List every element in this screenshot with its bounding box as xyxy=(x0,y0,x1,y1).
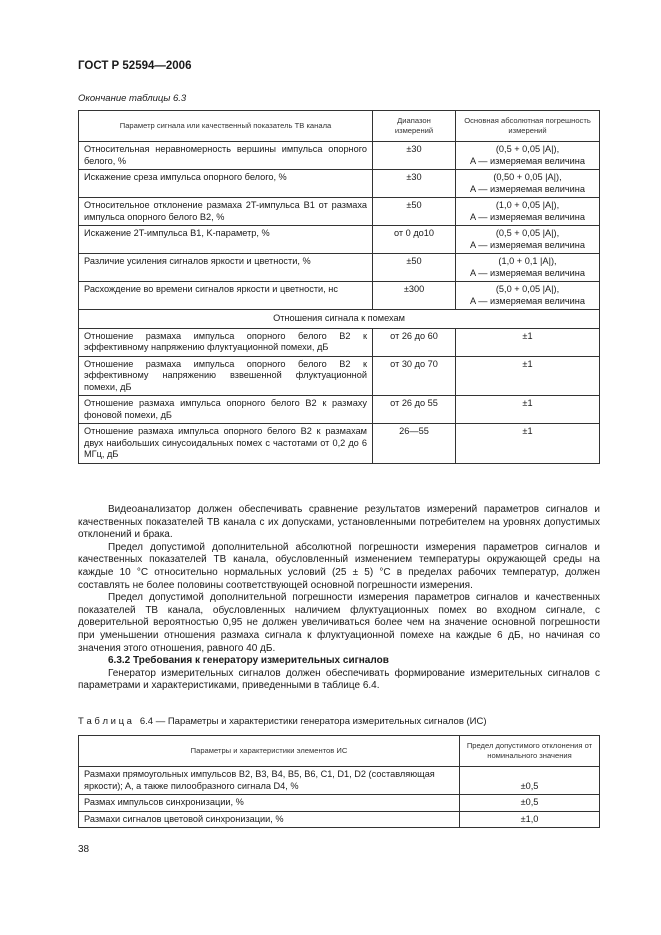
table-row xyxy=(79,282,600,310)
param-cell: Искажение 2T-импульса B1, K-параметр, % xyxy=(79,226,373,254)
param-cell: Размахи сигналов цветовой синхронизации, % xyxy=(79,811,460,828)
range-cell: ±30 xyxy=(373,170,456,198)
paragraph: Предел допустимой дополнительной погрешности измерения параметров сигналов и качественных показателей ТВ канала, обусловленных наличием флуктуационных помех во входном сигнале, с доверительной вероятностью 0,95 не должен увеличиваться более чем на значение основной погрешности при уменьшении отношения размаха сигнала к флуктуационной помехе на каждые 6 дБ, но начиная со значения этого отношения, равного 40 дБ. xyxy=(78,592,600,654)
param-cell: Относительное отклонение размаха 2T-импульса B1 от размаха импульса опорного белого B2, % xyxy=(79,198,373,226)
error-cell: (0,5 + 0,05 |A|), A — измеряемая величина xyxy=(456,142,600,170)
table-row xyxy=(79,328,600,356)
param-cell: Отношение размаха импульса опорного белого B2 к размаху фоновой помехи, дБ xyxy=(79,396,373,424)
table-row xyxy=(79,795,600,812)
param-cell: Отношение размаха импульса опорного белого B2 к эффективному напряжению взвешенной флуктуационной помехи, дБ xyxy=(79,356,373,396)
page-number: 38 xyxy=(78,844,90,855)
paragraph: Видеоанализатор должен обеспечивать сравнение результатов измерений параметров сигналов и качественных показателей ТВ канала с их допусками, установленными потребителем на уровнях допустимых отклонений и брака. xyxy=(78,504,600,541)
error-cell: (1,0 + 0,05 |A|), A — измеряемая величина xyxy=(456,198,600,226)
value-cell: ±0,5 xyxy=(460,795,600,812)
table2-header-value: Предел допустимого отклонения от номинального значения xyxy=(460,736,600,767)
range-cell: от 26 до 55 xyxy=(373,396,456,424)
table-row xyxy=(79,226,600,254)
range-cell: ±50 xyxy=(373,198,456,226)
param-cell: Отношение размаха импульса опорного белого B2 к размахам двух наибольших синусоидальных помех с частотами от 0,2 до 6 МГц, дБ xyxy=(79,424,373,464)
table-row xyxy=(79,198,600,226)
table-row xyxy=(79,396,600,424)
range-cell: 26—55 xyxy=(373,424,456,464)
param-cell: Отношение размаха импульса опорного белого B2 к эффективному напряжению флуктуационной помехи, дБ xyxy=(79,328,373,356)
table-row xyxy=(79,356,600,396)
error-cell: ±1 xyxy=(456,396,600,424)
range-cell: от 0 до10 xyxy=(373,226,456,254)
paragraph: Предел допустимой дополнительной абсолютной погрешности измерения параметров сигналов и качественных показателей ТВ канала, обусловленный изменением температуры окружающей среды на каждые 10 °C относительно нормальных условий (25 ± 5) °C в пределах рабочих температур, должен составлять не более половины соответствующей основной погрешности измерения. xyxy=(78,541,600,591)
table-6-4 xyxy=(78,735,600,828)
error-cell: (0,5 + 0,05 |A|), A — измеряемая величина xyxy=(456,226,600,254)
error-cell: ±1 xyxy=(456,356,600,396)
range-cell: ±50 xyxy=(373,254,456,282)
range-cell: от 30 до 70 xyxy=(373,356,456,396)
table-row xyxy=(79,170,600,198)
table1-header-param: Параметр сигнала или качественный показатель ТВ канала xyxy=(79,111,373,142)
param-cell: Расхождение во времени сигналов яркости и цветности, нс xyxy=(79,282,373,310)
range-cell: ±30 xyxy=(373,142,456,170)
param-cell: Размах импульсов синхронизации, % xyxy=(79,795,460,812)
table1-header-row xyxy=(79,111,600,142)
table-section-row xyxy=(79,310,600,329)
param-cell: Относительная неравномерность вершины импульса опорного белого, % xyxy=(79,142,373,170)
error-cell: ±1 xyxy=(456,328,600,356)
document-header: ГОСТ Р 52594—2006 xyxy=(78,60,192,72)
table1-caption: Окончание таблицы 6.3 xyxy=(78,93,187,104)
table-row xyxy=(79,254,600,282)
value-cell: ±0,5 xyxy=(460,767,600,795)
table2-header-param: Параметры и характеристики элементов ИС xyxy=(79,736,460,767)
table2-header-row xyxy=(79,736,600,767)
paragraph: Генератор измерительных сигналов должен обеспечивать формирование измерительных сигналов с параметрами и характеристиками, приведенными в таблице 6.4. xyxy=(78,667,600,692)
table-row xyxy=(79,142,600,170)
table-row xyxy=(79,767,600,795)
error-cell: ±1 xyxy=(456,424,600,464)
value-cell: ±1,0 xyxy=(460,811,600,828)
error-cell: (0,50 + 0,05 |A|), A — измеряемая величина xyxy=(456,170,600,198)
param-cell: Размахи прямоугольных импульсов B2, B3, B4, B5, B6, C1, D1, D2 (составляющая яркости); A, а также пилообразного сигнала D4, % xyxy=(79,767,460,795)
range-cell: ±300 xyxy=(373,282,456,310)
error-cell: (5,0 + 0,05 |A|), A — измеряемая величина xyxy=(456,282,600,310)
table-row xyxy=(79,811,600,828)
subsection-title: 6.3.2 Требования к генератору измерительных сигналов xyxy=(108,655,389,667)
table2-caption: Т а б л и ц а 6.4 — Параметры и характеристики генератора измерительных сигналов (ИС) xyxy=(78,716,487,727)
range-cell: от 26 до 60 xyxy=(373,328,456,356)
table-6-3-end xyxy=(78,110,600,464)
body-text xyxy=(78,504,600,693)
section-title: Отношения сигнала к помехам xyxy=(79,310,600,329)
table1-header-range: Диапазон измерений xyxy=(373,111,456,142)
param-cell: Искажение среза импульса опорного белого, % xyxy=(79,170,373,198)
param-cell: Различие усиления сигналов яркости и цветности, % xyxy=(79,254,373,282)
error-cell: (1,0 + 0,1 |A|), A — измеряемая величина xyxy=(456,254,600,282)
table-row xyxy=(79,424,600,464)
table1-header-error: Основная абсолютная погрешность измерений xyxy=(456,111,600,142)
